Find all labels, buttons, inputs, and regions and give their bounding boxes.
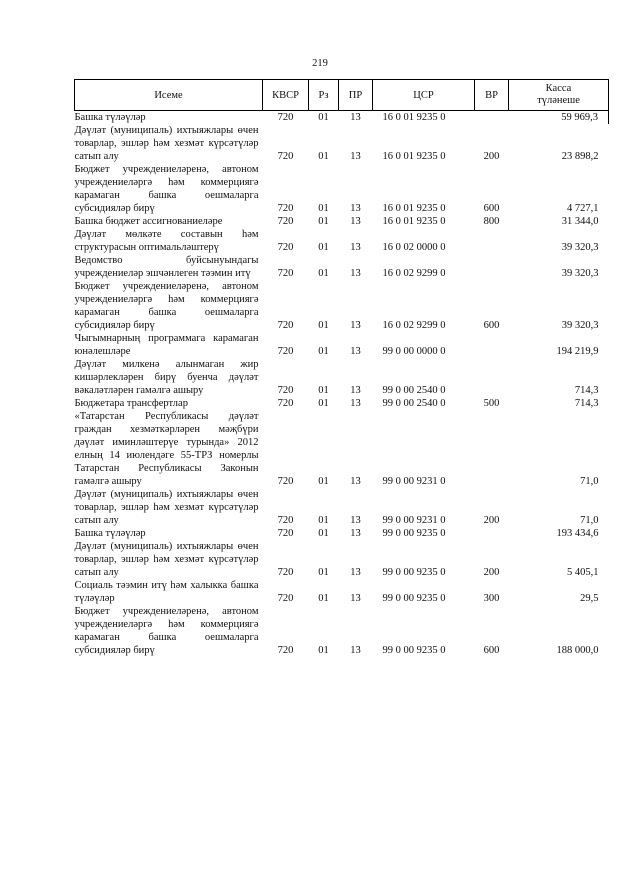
cell-kvsr: 720 [277,151,294,162]
cell-kvsr: 720 [277,515,294,526]
cell-csr: 99 0 00 0000 0 [382,346,446,357]
cell-csr: 99 0 00 9235 0 [382,593,446,604]
table-row [75,579,609,605]
table-row [75,540,609,579]
table-row [75,228,609,254]
cell-vr: 800 [483,216,500,227]
cell-amount: 23 898,2 [561,151,599,162]
cell-amount: 194 219,9 [556,346,599,357]
cell-pr: 13 [350,567,361,578]
cell-pr: 13 [350,242,361,253]
cell-pr: 13 [350,645,361,656]
cell-name: Бюджетара трансфертлар [74,398,188,409]
header-amount-line2: түләнеше [537,95,580,106]
cell-rz: 01 [318,645,329,656]
cell-amount: 71,0 [580,476,599,487]
cell-csr: 16 0 01 9235 0 [382,151,446,162]
header-pr: ПР [339,80,373,111]
cell-rz: 01 [318,151,329,162]
cell-rz: 01 [318,216,329,227]
table-row [75,280,609,332]
cell-rz: 01 [318,476,329,487]
cell-rz: 01 [318,320,329,331]
cell-pr: 13 [350,385,361,396]
header-rz: Рз [309,80,339,111]
cell-vr [475,332,509,358]
cell-name: Бюджет учреждениеләренә, автоном учреждениеләргә һәм коммерциягә карамаган башка оешмаларга субсидияләр бирү [74,281,259,331]
cell-kvsr: 720 [277,528,294,539]
cell-name: Бюджет учреждениеләренә, автоном учреждениеләргә һәм коммерциягә карамаган башка оешмаларга субсидияләр бирү [74,606,259,656]
cell-vr [475,228,509,254]
cell-kvsr: 720 [277,242,294,253]
cell-vr [475,111,509,125]
cell-amount: 714,3 [574,398,599,409]
cell-kvsr: 720 [277,398,294,409]
header-vr: ВР [475,80,509,111]
cell-csr: 16 0 02 9299 0 [382,268,446,279]
cell-name: Чыгымнарның программага карамаган юнәлешләре [74,333,259,357]
cell-pr: 13 [350,515,361,526]
cell-pr: 13 [350,476,361,487]
cell-amount: 193 434,6 [556,528,599,539]
cell-csr: 16 0 01 9235 0 [382,112,446,123]
cell-name: Дәүләт мөлкәте составын һәм структурасын оптимальләштерү [74,229,259,253]
header-name: Исеме [75,80,263,111]
budget-table [74,79,609,657]
cell-vr: 200 [483,151,500,162]
cell-kvsr: 720 [277,268,294,279]
header-csr: ЦСР [373,80,475,111]
cell-name: Дәүләт (муниципаль) ихтыяжлары өчен товарлар, эшләр һәм хезмәт күрсәтүләр сатып алу [74,489,259,526]
cell-pr: 13 [350,320,361,331]
cell-amount: 188 000,0 [556,645,599,656]
cell-pr: 13 [350,528,361,539]
cell-kvsr: 720 [277,346,294,357]
cell-csr: 99 0 00 9231 0 [382,515,446,526]
cell-csr: 99 0 00 9235 0 [382,645,446,656]
cell-csr: 16 0 01 9235 0 [382,216,446,227]
cell-rz: 01 [318,567,329,578]
cell-vr: 200 [483,567,500,578]
cell-csr: 16 0 01 9235 0 [382,203,446,214]
table-row [75,111,609,125]
cell-csr: 99 0 00 2540 0 [382,385,446,396]
cell-name: Ведомство буйсынуындагы учреждениеләр эшчәнлеген тәэмин итү [74,255,259,279]
table-row [75,410,609,488]
cell-amount: 31 344,0 [561,216,599,227]
table-row [75,397,609,410]
page-number: 219 [312,58,328,69]
cell-amount: 39 320,3 [561,268,599,279]
cell-name: Дәүләт (муниципаль) ихтыяжлары өчен товарлар, эшләр һәм хезмәт күрсәтүләр сатып алу [74,125,259,162]
cell-csr: 99 0 00 2540 0 [382,398,446,409]
table-row [75,163,609,215]
table-row [75,605,609,657]
cell-vr: 500 [483,398,500,409]
table-row [75,124,609,163]
table-row [75,332,609,358]
cell-rz: 01 [318,515,329,526]
cell-amount: 714,3 [574,385,599,396]
cell-csr: 99 0 00 9231 0 [382,476,446,487]
table-row [75,254,609,280]
cell-kvsr: 720 [277,203,294,214]
cell-amount: 5 405,1 [567,567,599,578]
cell-rz: 01 [318,242,329,253]
cell-name: Дәүләт милкенә алынмаган жир кишәрлекләрен бирү буенча дәүләт вәкаләтләрен гамәлгә ашыру [74,359,259,396]
cell-pr: 13 [350,398,361,409]
header-amount [509,80,609,111]
cell-csr: 16 0 02 9299 0 [382,320,446,331]
cell-vr: 200 [483,515,500,526]
table-header [75,80,609,111]
header-amount-line1: Касса [545,83,572,94]
cell-amount: 29,5 [580,593,599,604]
table-row [75,488,609,527]
cell-amount: 39 320,3 [561,242,599,253]
cell-pr: 13 [350,112,361,123]
cell-kvsr: 720 [277,216,294,227]
cell-kvsr: 720 [277,593,294,604]
cell-pr: 13 [350,268,361,279]
cell-kvsr: 720 [277,645,294,656]
cell-vr: 600 [483,320,500,331]
cell-name: Социаль тәэмин итү һәм халыкка башка түләүләр [74,580,259,604]
cell-pr: 13 [350,346,361,357]
cell-name: Башка бюджет ассигнованиеләре [74,216,223,227]
cell-pr: 13 [350,151,361,162]
cell-vr [475,358,509,397]
cell-kvsr: 720 [277,476,294,487]
table-row [75,358,609,397]
cell-vr: 300 [483,593,500,604]
cell-name: Башка түләүләр [74,528,146,539]
cell-vr [475,254,509,280]
cell-pr: 13 [350,203,361,214]
cell-rz: 01 [318,346,329,357]
cell-name: Дәүләт (муниципаль) ихтыяжлары өчен товарлар, эшләр һәм хезмәт күрсәтүләр сатып алу [74,541,259,578]
cell-csr: 99 0 00 9235 0 [382,528,446,539]
cell-rz: 01 [318,203,329,214]
header-kvsr: КВСР [263,80,309,111]
cell-rz: 01 [318,385,329,396]
cell-pr: 13 [350,216,361,227]
cell-amount: 4 727,1 [567,203,599,214]
cell-name: Башка түләүләр [74,112,146,123]
cell-vr: 600 [483,645,500,656]
cell-pr: 13 [350,593,361,604]
cell-vr: 600 [483,203,500,214]
table-row [75,215,609,228]
cell-kvsr: 720 [277,320,294,331]
cell-name: Бюджет учреждениеләренә, автоном учреждениеләргә һәм коммерциягә карамаган башка оешмаларга субсидияләр бирү [74,164,259,214]
table-body [75,111,609,658]
cell-vr [475,410,509,488]
cell-rz: 01 [318,528,329,539]
cell-amount: 59 969,3 [509,111,609,125]
cell-kvsr: 720 [277,567,294,578]
cell-amount: 39 320,3 [561,320,599,331]
cell-name: «Татарстан Республикасы дәүләт граждан хезмәткәрләрен мәҗбүри дәүләт иминләштерүе турында» 2012 елның 14 июлендәге 55-ТРЗ номерлы Татарстан Республикасы Законын гамәлгә ашыру [74,411,259,487]
cell-kvsr: 720 [277,112,294,123]
cell-vr [475,527,509,540]
cell-amount: 71,0 [580,515,599,526]
cell-csr: 16 0 02 0000 0 [382,242,446,253]
cell-csr: 99 0 00 9235 0 [382,567,446,578]
table-row [75,527,609,540]
cell-kvsr: 720 [277,385,294,396]
cell-rz: 01 [318,268,329,279]
cell-rz: 01 [318,112,329,123]
cell-rz: 01 [318,398,329,409]
cell-rz: 01 [318,593,329,604]
